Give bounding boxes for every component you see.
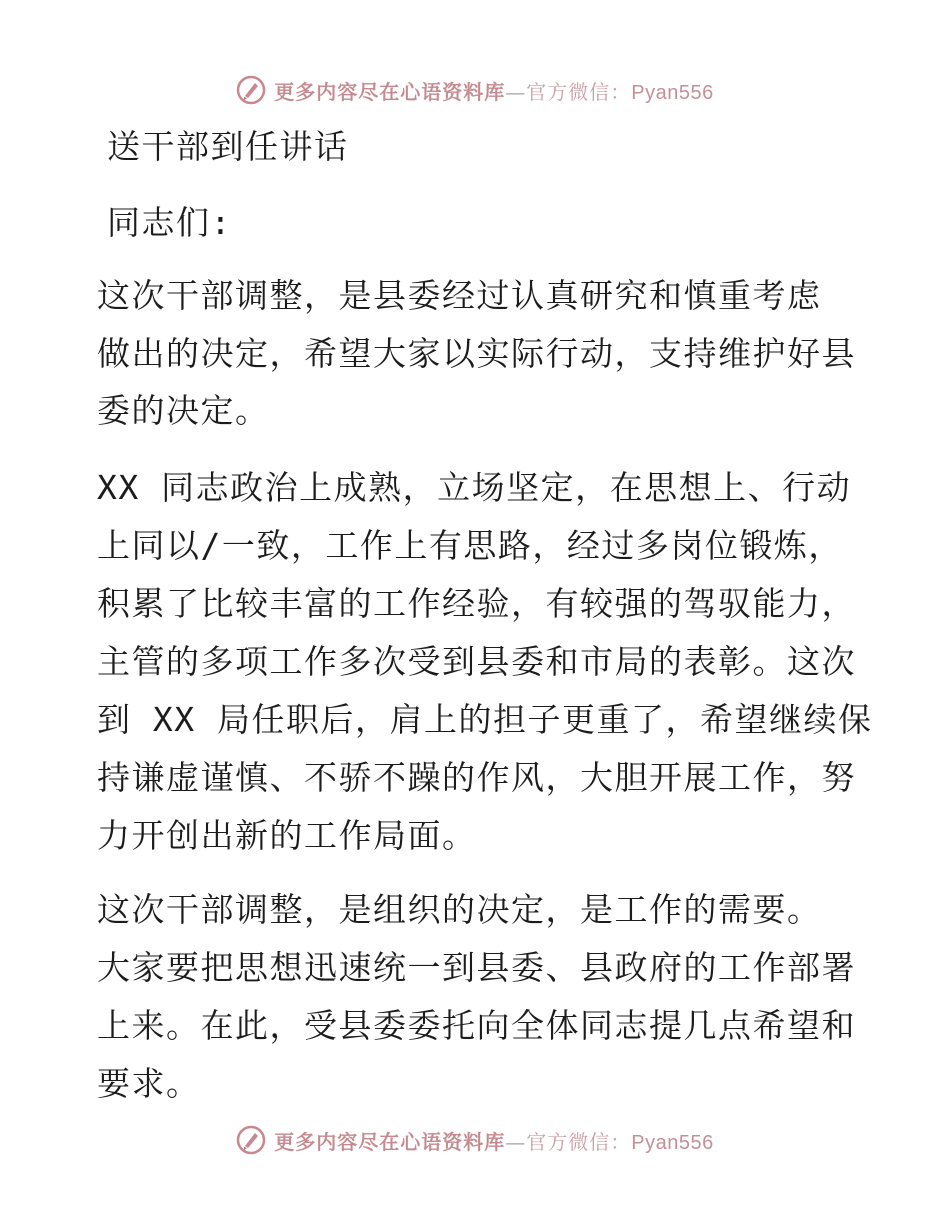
watermark-text xyxy=(274,76,713,105)
watermark-suffix: 官方微信： xyxy=(526,1129,632,1154)
paragraph-line: XX 同志政治上成熟，立场坚定，在思想上、行动 xyxy=(97,468,852,507)
paragraph-line: 上同以/一致，工作上有思路，经过多岗位锻炼， xyxy=(97,526,843,565)
paragraph-line: 委的决定。 xyxy=(97,391,270,430)
paragraph-line: 这次干部调整，是组织的决定，是工作的需要。 xyxy=(97,890,822,929)
watermark-handle: Pyan556 xyxy=(631,1131,714,1154)
paragraph-line: 要求。 xyxy=(97,1064,201,1103)
paragraph-line: 做出的决定，希望大家以实际行动，支持维护好县 xyxy=(97,334,856,373)
watermark-header xyxy=(0,70,950,110)
watermark-text xyxy=(274,1126,713,1155)
paragraph-line: 上来。在此，受县委委托向全体同志提几点希望和 xyxy=(97,1006,856,1045)
paragraph-line: 大家要把思想迅速统一到县委、县政府的工作部署 xyxy=(97,948,856,987)
pen-logo-icon xyxy=(236,75,266,105)
watermark-suffix: 官方微信： xyxy=(526,79,632,104)
watermark-brand: 更多内容尽在心语资料库 xyxy=(274,79,506,104)
paragraph-line: 主管的多项工作多次受到县委和市局的表彰。这次 xyxy=(97,642,856,681)
watermark-separator: — xyxy=(505,1129,527,1154)
salutation: 同志们: xyxy=(107,203,232,242)
watermark-footer xyxy=(0,1120,950,1160)
pen-logo-icon xyxy=(236,1125,266,1155)
watermark-handle: Pyan556 xyxy=(631,81,714,104)
paragraph-line: 持谦虚谨慎、不骄不躁的作风，大胆开展工作，努 xyxy=(97,758,856,797)
paragraph-line: 这次干部调整，是县委经过认真研究和慎重考虑 xyxy=(97,276,822,315)
paragraph-line: 积累了比较丰富的工作经验，有较强的驾驭能力， xyxy=(97,584,856,623)
watermark-separator: — xyxy=(505,79,527,104)
paragraph-line: 力开创出新的工作局面。 xyxy=(97,816,477,855)
watermark-brand: 更多内容尽在心语资料库 xyxy=(274,1129,506,1154)
document-title: 送干部到任讲话 xyxy=(107,127,349,166)
paragraph-line: 到 XX 局任职后，肩上的担子更重了，希望继续保 xyxy=(97,700,873,739)
